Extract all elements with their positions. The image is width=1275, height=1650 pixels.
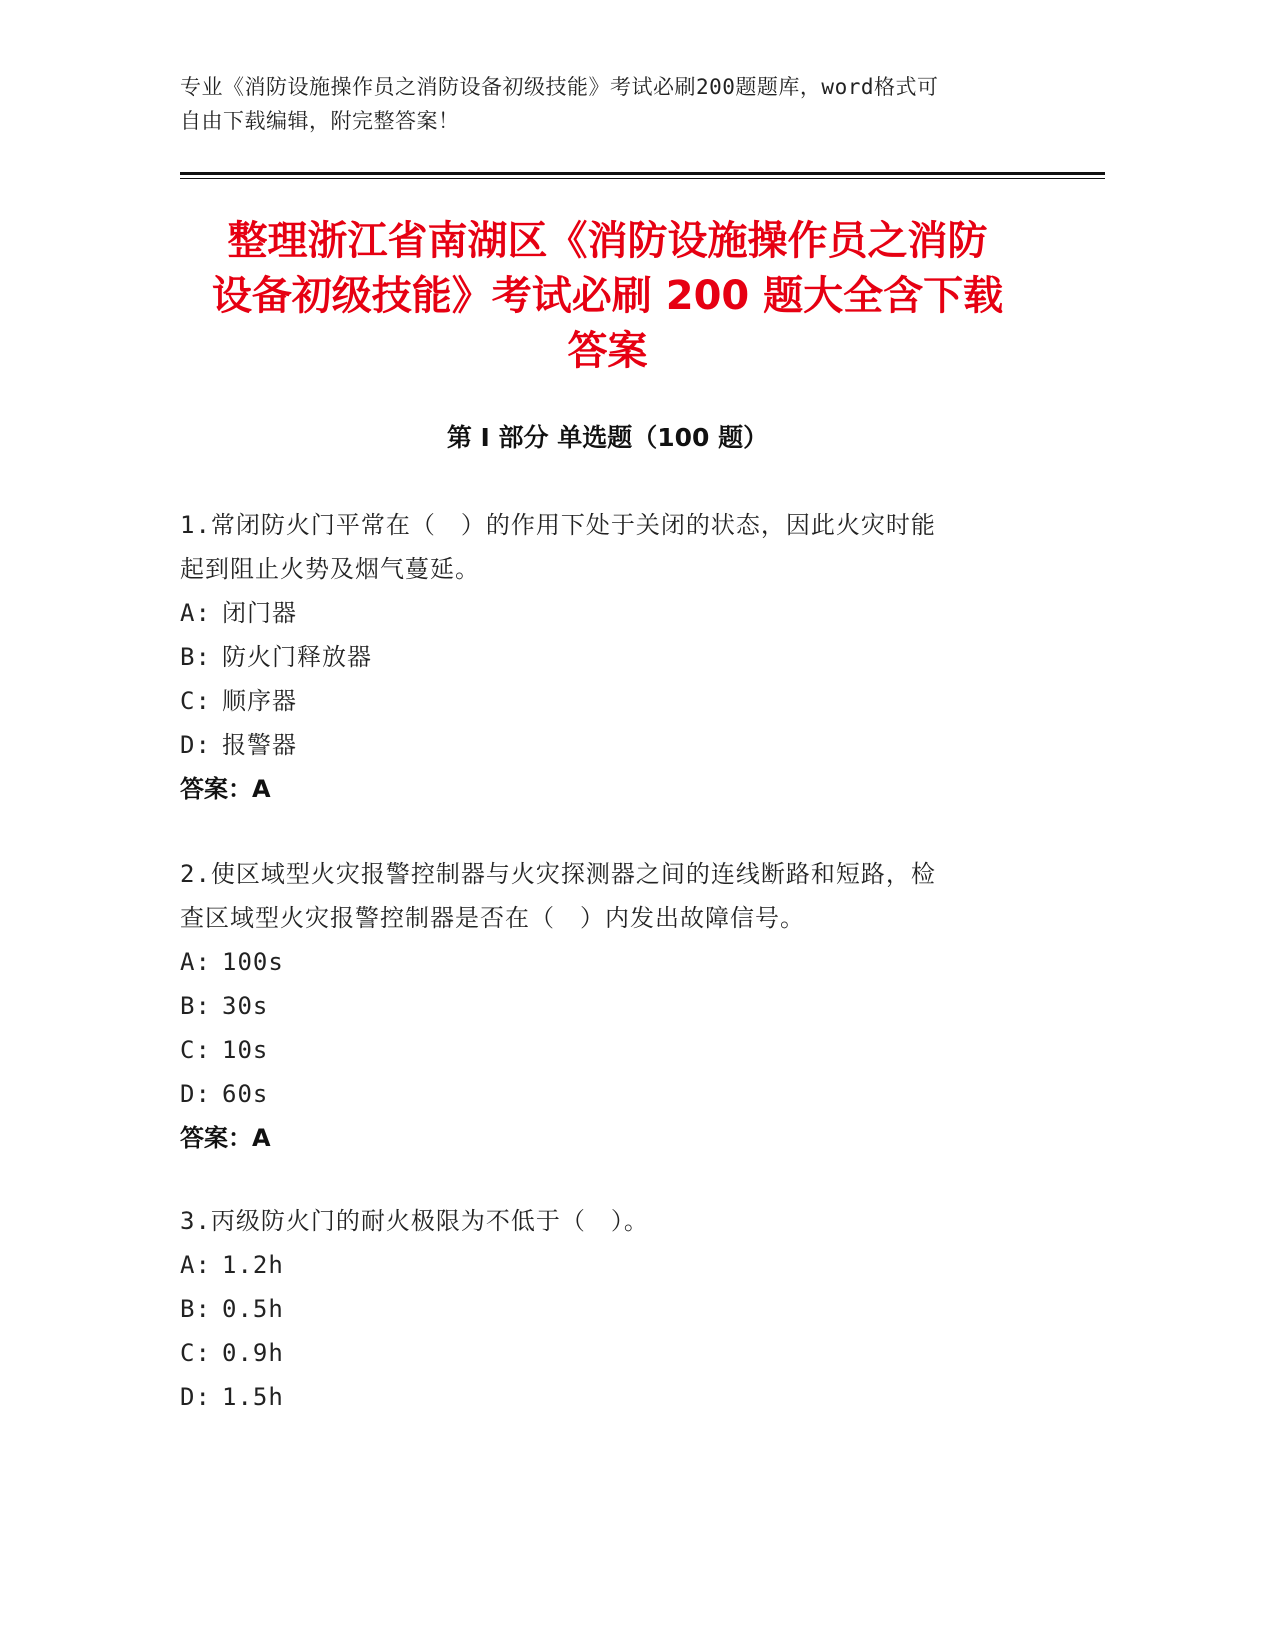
option-d: [180, 1375, 1030, 1419]
question-stem: 2.使区域型火灾报警控制器与火灾探测器之间的连线断路和短路，检: [180, 860, 936, 888]
answer: 答案：A: [180, 1124, 271, 1152]
option-b: [180, 635, 1030, 679]
question-3: [180, 1199, 1030, 1419]
header-divider-thin: [180, 178, 1105, 179]
option-text: 0.9h: [222, 1339, 284, 1367]
option-b: [180, 984, 1030, 1028]
question-stem: 1.常闭防火门平常在（ ）的作用下处于关闭的状态，因此火灾时能: [180, 511, 936, 539]
option-text: 闭门器: [222, 599, 297, 627]
option-text: 10s: [222, 1036, 269, 1064]
answer: 答案：A: [180, 775, 271, 803]
option-a: [180, 1243, 1030, 1287]
question-1: [180, 503, 1030, 811]
option-d: [180, 723, 1030, 767]
option-text: 报警器: [222, 731, 297, 759]
option-c: [180, 1331, 1030, 1375]
title-line-1: 整理浙江省南湖区《消防设施操作员之消防: [227, 218, 988, 264]
option-c: [180, 679, 1030, 723]
option-letter: B:: [180, 992, 211, 1020]
page-header: [180, 70, 1030, 138]
question-stem-continued: 查区域型火灾报警控制器是否在（ ）内发出故障信号。: [180, 904, 805, 932]
section-title: 第 I 部分 单选题（100 题）: [446, 423, 769, 452]
option-letter: A:: [180, 599, 211, 627]
question-2: [180, 852, 1030, 1160]
title-line-2: 设备初级技能》考试必刷 200 题大全含下载: [211, 273, 1004, 319]
option-letter: D:: [180, 1383, 211, 1411]
option-letter: C:: [180, 687, 211, 715]
option-letter: C:: [180, 1339, 211, 1367]
option-letter: B:: [180, 643, 211, 671]
document-title: [160, 214, 1055, 379]
header-line-1: 专业《消防设施操作员之消防设备初级技能》考试必刷200题题库，word格式可: [180, 75, 939, 99]
option-b: [180, 1287, 1030, 1331]
option-text: 1.5h: [222, 1383, 284, 1411]
option-letter: B:: [180, 1295, 211, 1323]
option-text: 0.5h: [222, 1295, 284, 1323]
option-letter: A:: [180, 1251, 211, 1279]
option-letter: A:: [180, 948, 211, 976]
option-text: 30s: [222, 992, 269, 1020]
option-text: 60s: [222, 1080, 269, 1108]
option-a: [180, 940, 1030, 984]
option-text: 顺序器: [222, 687, 297, 715]
header-line-2: 自由下载编辑，附完整答案！: [180, 109, 460, 133]
option-letter: C:: [180, 1036, 211, 1064]
header-divider-thick: [180, 172, 1105, 175]
option-a: [180, 591, 1030, 635]
option-d: [180, 1072, 1030, 1116]
title-line-3: 答案: [567, 328, 648, 374]
option-letter: D:: [180, 731, 211, 759]
option-text: 1.2h: [222, 1251, 284, 1279]
option-letter: D:: [180, 1080, 211, 1108]
question-stem: 3.丙级防火门的耐火极限为不低于（ ）。: [180, 1207, 649, 1235]
question-stem-continued: 起到阻止火势及烟气蔓延。: [180, 555, 480, 583]
option-text: 防火门释放器: [222, 643, 372, 671]
option-text: 100s: [222, 948, 284, 976]
option-c: [180, 1028, 1030, 1072]
